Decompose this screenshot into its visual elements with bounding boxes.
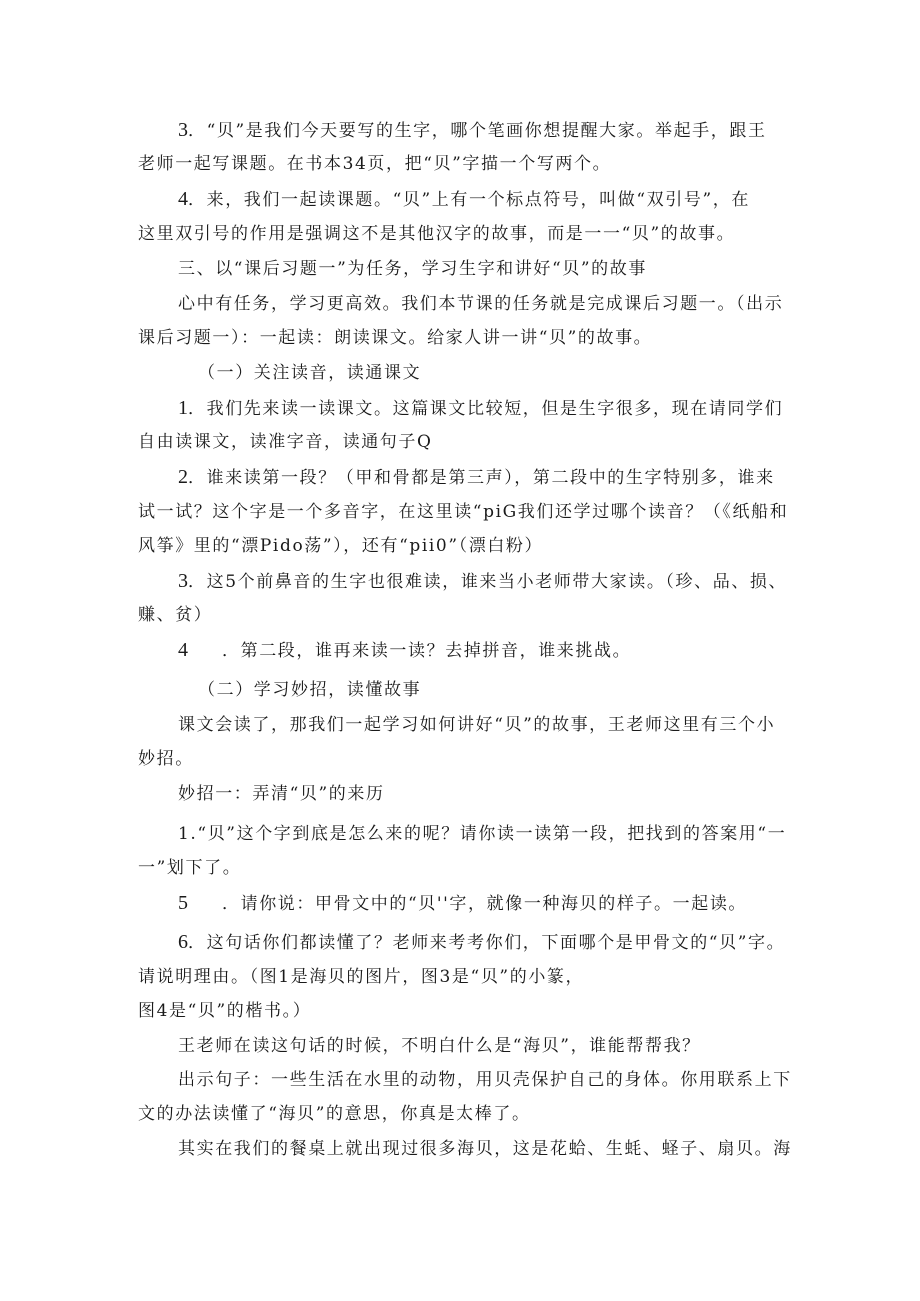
seafood-paragraph-line-1: 其实在我们的餐桌上就出现过很多海贝，这是花蛤、生蚝、蛏子、扇贝。海 xyxy=(178,1139,792,1159)
step-6-line-2: 请说明理由。（图1是海贝的图片，图3是“贝”的小篆， xyxy=(138,967,585,987)
item-number: 1 xyxy=(178,397,188,419)
tip-1-heading: 妙招一：弄清“贝”的来历 xyxy=(178,784,385,804)
question-paragraph: 王老师在读这句话的时候，不明白什么是“海贝”，谁能帮帮我？ xyxy=(178,1036,701,1056)
step-1-line-1: 1．我们先来读一读课文。这篇课文比较短，但是生字很多，现在请同学们 xyxy=(178,397,784,419)
subheading-1: （一）关注读音，读通课文 xyxy=(198,363,422,383)
paragraph-4-line-1: 4．来，我们一起读课题。“贝”上有一个标点符号，叫做“双引号”，在 xyxy=(178,188,750,210)
step-6-line-3: 图4是“贝”的楷书。） xyxy=(138,1001,312,1021)
item-number: 3 xyxy=(178,119,188,141)
step-2-line-1: 2．谁来读第一段？（甲和骨都是第三声），第二段中的生字特别多，谁来 xyxy=(178,466,775,488)
step-2-line-2: 试一试？这个字是一个多音字，在这里读“piG我们还学过哪个读音？（《纸船和 xyxy=(138,502,789,522)
item-number: 2 xyxy=(178,466,188,488)
task-paragraph-line-1: 心中有任务，学习更高效。我们本节课的任务就是完成课后习题一。（出示 xyxy=(178,294,784,314)
paragraph-3-line-2: 老师一起写课题。在书本34页，把“贝”字描一个写两个。 xyxy=(138,154,612,174)
step-5-line: 5 ．请你说：甲骨文中的“贝''字，就像一种海贝的样子。一起读。 xyxy=(178,892,748,914)
section-heading-3: 三、以“课后习题一”为任务，学习生字和讲好“贝”的故事 xyxy=(178,259,647,279)
task-paragraph-line-2: 课后习题一）：一起读：朗读课文。给家人讲一讲“贝”的故事。 xyxy=(138,328,653,348)
step-4-line: 4 ．第二段，谁再来读一读？去掉拼音，谁来挑战。 xyxy=(178,639,632,661)
item-number: 6 xyxy=(178,931,188,953)
item-number: 5 xyxy=(178,892,188,914)
intro-paragraph-line-2: 妙招。 xyxy=(138,749,194,769)
item-number: 3 xyxy=(178,570,188,592)
tip-1-step-1-line-2: 一”划下了。 xyxy=(138,858,242,878)
step-6-line-1: 6．这句话你们都读懂了？老师来考考你们，下面哪个是甲骨文的“贝”字。 xyxy=(178,931,786,953)
sentence-paragraph-line-2: 文的办法读懂了“海贝”的意思，你真是太棒了。 xyxy=(138,1104,531,1124)
item-number: 4 xyxy=(178,639,188,661)
step-2-line-3: 风筝》里的“漂Pido荡”），还有“pii0”（漂白粉） xyxy=(138,536,544,556)
paragraph-3-line-1: 3．“贝”是我们今天要写的生字，哪个笔画你想提醒大家。举起手，跟王 xyxy=(178,119,767,141)
step-3-line-1: 3．这5个前鼻音的生字也很难读，谁来当小老师带大家读。（珍、品、损、 xyxy=(178,570,788,592)
paragraph-4-line-2: 这里双引号的作用是强调这不是其他汉字的故事，而是一一“贝”的故事。 xyxy=(138,224,736,244)
step-3-line-2: 赚、贫） xyxy=(138,605,213,625)
intro-paragraph-line-1: 课文会读了，那我们一起学习如何讲好“贝”的故事，王老师这里有三个小 xyxy=(178,715,776,735)
subheading-2: （二）学习妙招，读懂故事 xyxy=(198,680,422,700)
step-1-line-2: 自由读课文，读准字音，读通句子Q xyxy=(138,432,433,452)
tip-1-step-1-line-1: 1.“贝”这个字到底是怎么来的呢？请你读一读第一段，把找到的答案用“一 xyxy=(178,824,787,844)
item-number: 4 xyxy=(178,188,188,210)
sentence-paragraph-line-1: 出示句子：一些生活在水里的动物，用贝壳保护自己的身体。你用联系上下 xyxy=(178,1070,792,1090)
